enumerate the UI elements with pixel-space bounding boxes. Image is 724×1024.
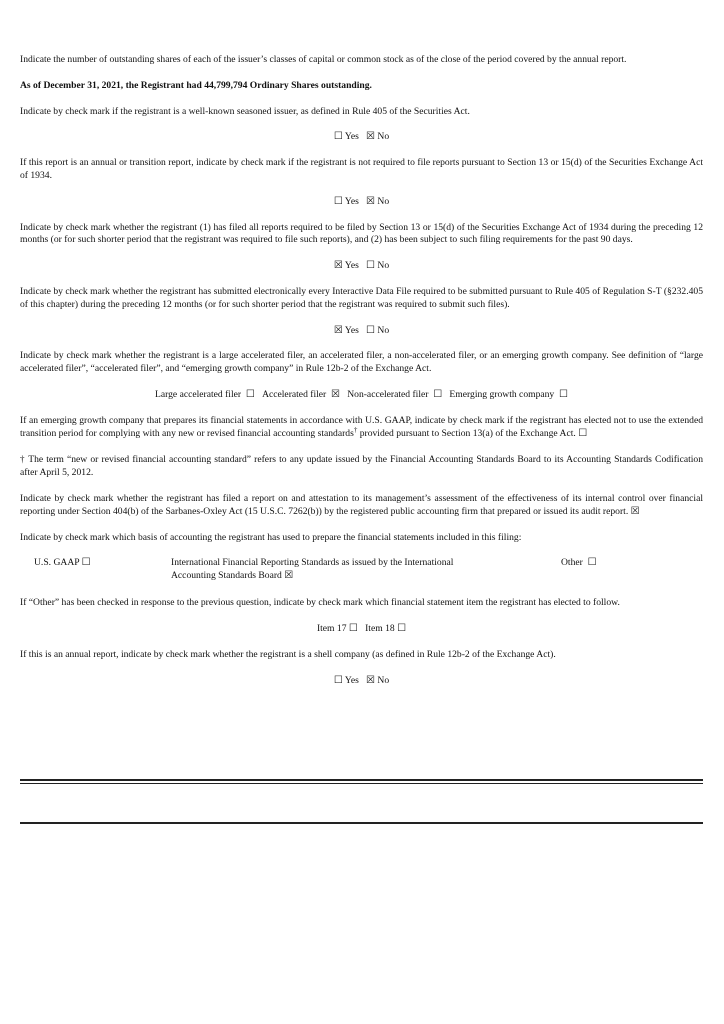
other-option <box>561 557 597 570</box>
wkss-answer <box>20 131 703 144</box>
no-label: No <box>377 324 390 336</box>
other-checkbox[interactable]: ☐ <box>587 557 597 569</box>
not-required-answer <box>20 196 703 209</box>
item17-checkbox[interactable]: ☐ <box>348 623 358 635</box>
ifrs-checkbox[interactable]: ☒ <box>284 570 294 582</box>
yes-label: Yes <box>344 674 359 686</box>
no-checkbox-unchecked[interactable]: ☐ <box>366 324 375 336</box>
icfr-attestation-checkbox[interactable]: ☒ <box>630 505 640 517</box>
no-checkbox-checked[interactable]: ☒ <box>366 195 375 207</box>
non-accelerated-checkbox[interactable]: ☐ <box>433 388 443 400</box>
yes-label: Yes <box>344 131 359 143</box>
accounting-basis-question: Indicate by check mark which basis of accounting the registrant has used to prepare the financial statements included in this filing: <box>20 531 522 543</box>
ifrs-label-line1: International Financial Reporting Standards as issued by the International <box>171 557 454 569</box>
ifrs-option <box>171 557 453 583</box>
us-gaap-checkbox[interactable]: ☐ <box>81 557 91 569</box>
icfr-attestation-question <box>20 493 703 519</box>
other-item-answer <box>20 623 703 636</box>
extended-transition-question <box>20 415 703 441</box>
yes-checkbox-checked[interactable]: ☒ <box>333 324 343 336</box>
us-gaap-label: U.S. GAAP <box>34 557 82 569</box>
double-divider <box>20 779 703 784</box>
other-label: Other <box>561 557 583 569</box>
filer-status-question: Indicate by check mark whether the registrant is a large accelerated filer, an accelerated filer, a non-accelerated filer, or an emerging growth company. See definition of “large accelerated filer”, “accelerated filer”, and “emerging growth company” in Rule 12b-2 of the Exchange Act. <box>20 350 703 375</box>
yes-checkbox-unchecked[interactable]: ☐ <box>333 195 343 207</box>
accelerated-label: Accelerated filer <box>262 388 327 400</box>
extended-transition-checkbox[interactable]: ☐ <box>578 427 588 439</box>
yes-checkbox-unchecked[interactable]: ☐ <box>333 674 343 686</box>
yes-checkbox-unchecked[interactable]: ☐ <box>333 131 343 143</box>
no-checkbox-unchecked[interactable]: ☐ <box>366 260 375 272</box>
emerging-growth-checkbox[interactable]: ☐ <box>559 388 568 400</box>
us-gaap-option <box>34 557 91 570</box>
shell-company-question: If this is an annual report, indicate by check mark whether the registrant is a shell company (as defined in Rule 12b-2 of the Exchange Act). <box>20 648 556 660</box>
no-label: No <box>377 674 390 686</box>
page-divider <box>20 822 703 824</box>
large-accelerated-checkbox[interactable]: ☐ <box>245 388 255 400</box>
not-required-question: If this report is an annual or transition report, indicate by check mark if the registrant is not required to file reports pursuant to Section 13 or 15(d) of the Securities Exchange Act of 1934. <box>20 157 703 181</box>
outstanding-shares-instruction: Indicate the number of outstanding shares of each of the issuer’s classes of capital or common stock as of the close of the period covered by the annual report. <box>20 54 627 65</box>
no-label: No <box>377 260 390 272</box>
dagger-footnote-text: The term “new or revised financial accounting standard” refers to any update issued by the Financial Accounting Standards Board to its Accounting Standards Codification after April 5, 2012. <box>20 454 704 479</box>
wkss-question: Indicate by check mark if the registrant is a well-known seasoned issuer, as defined in Rule 405 of the Securities Act. <box>20 105 470 117</box>
dagger-mark: † <box>353 425 358 434</box>
yes-label: Yes <box>344 324 359 336</box>
filed-reports-question: Indicate by check mark whether the registrant (1) has filed all reports required to be filed by Section 13 or 15(d) of the Securities Exchange Act of 1934 during the preceding 12 months (or for such shorter period that the registrant was required to file such reports), and (2) has been subject to such filing requirements for the past 90 days. <box>20 221 703 246</box>
interactive-data-answer <box>20 325 703 338</box>
interactive-data-question: Indicate by check mark whether the registrant has submitted electronically every Interactive Data File required to be submitted pursuant to Rule 405 of Regulation S-T (§232.405 of this chapter) during the preceding 12 months (or for such shorter period that the registrant was required to submit such files). <box>20 285 703 310</box>
shell-company-answer <box>20 675 703 688</box>
item18-label: Item 18 <box>365 623 398 635</box>
icfr-attestation-text: Indicate by check mark whether the registrant has filed a report on and attestation to its management’s assessment of the effectiveness of its internal control over financial reporting under Section 404(b) of the Sarbanes-Oxley Act (15 U.S.C. 7262(b)) by the registered public accounting firm that prepared or issued its audit report. <box>20 492 703 517</box>
emerging-growth-label: Emerging growth company <box>449 388 555 400</box>
yes-checkbox-checked[interactable]: ☒ <box>333 260 343 272</box>
dagger-mark: † <box>20 454 26 465</box>
no-checkbox-checked[interactable]: ☒ <box>366 674 375 686</box>
item17-label: Item 17 <box>316 623 349 635</box>
item18-checkbox[interactable]: ☐ <box>397 623 407 635</box>
accounting-basis-options <box>20 557 703 584</box>
form-cover-page <box>20 54 703 688</box>
filed-reports-answer <box>20 260 703 273</box>
outstanding-shares-statement: As of December 31, 2021, the Registrant had 44,799,794 Ordinary Shares outstanding. <box>20 79 372 91</box>
non-accelerated-label: Non-accelerated filer <box>347 388 429 400</box>
yes-label: Yes <box>344 195 359 207</box>
extended-transition-text: If an emerging growth company that prepares its financial statements in accordance with U.S. GAAP, indicate by check mark if the registrant has elected not to use the extended transition period for complying with any new or revised financial accounting standards <box>20 414 703 439</box>
dagger-footnote <box>20 453 703 480</box>
extended-transition-text-end: provided pursuant to Section 13(a) of the Exchange Act. <box>357 427 579 439</box>
other-item-question: If “Other” has been checked in response to the previous question, indicate by check mark which financial statement item the registrant has elected to follow. <box>20 597 620 609</box>
no-label: No <box>377 131 390 143</box>
large-accelerated-label: Large accelerated filer <box>154 388 242 400</box>
no-label: No <box>377 195 390 207</box>
accelerated-checkbox[interactable]: ☒ <box>331 388 341 400</box>
filer-status-answer <box>20 389 703 402</box>
yes-label: Yes <box>344 260 359 272</box>
ifrs-label-line2: Accounting Standards Board <box>171 570 285 582</box>
no-checkbox-checked[interactable]: ☒ <box>366 131 375 143</box>
